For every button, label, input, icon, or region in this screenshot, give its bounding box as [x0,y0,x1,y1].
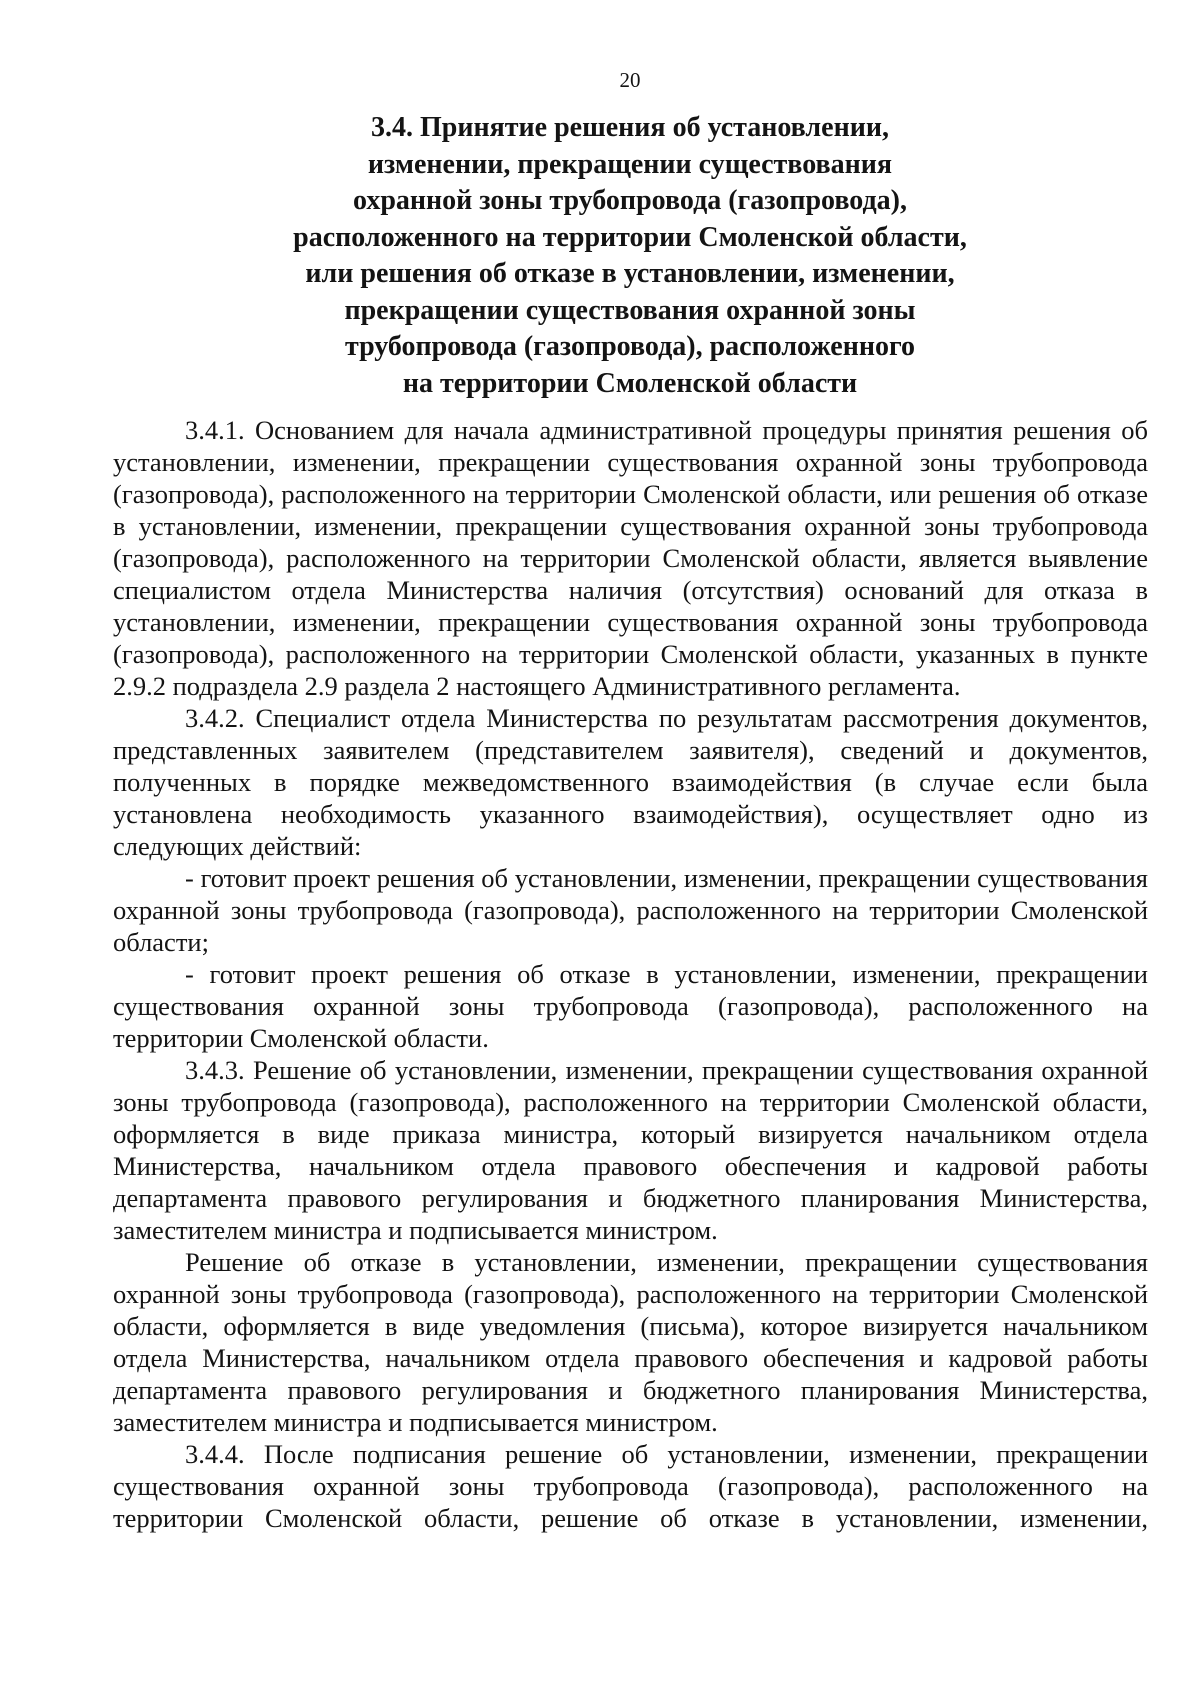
heading-line: прекращении существования охранной зоны [344,294,916,326]
paragraph-3-4-1: 3.4.1. Основанием для начала административной процедуры принятия решения об установлении, изменении, прекращении существования охранной зоны трубопровода (газопровода), расположенного на территории Смоленской области, или решения об отказе в установлении, изменении, прекращении существования охранной зоны трубопровода (газопровода), расположенного на территории Смоленской области, является выявление специалистом отдела Министерства наличия (отсутствия) оснований для отказа в установлении, изменении, прекращении существования охранной зоны трубопровода (газопровода), расположенного на территории Смоленской области, указанных в пункте 2.9.2 подраздела 2.9 раздела 2 настоящего Административного регламента. [113,415,1148,701]
heading-line: трубопровода (газопровода), расположенного [344,331,916,362]
paragraph-3-4-3: 3.4.3. Решение об установлении, изменении, прекращении существования охранной зоны трубопровода (газопровода), расположенного на территории Смоленской области, оформляется в виде приказа министра, который визируется начальником отдела Министерства, начальником отдела правового обеспечения и кадровой работы департамента правового регулирования и бюджетного планирования Министерства, заместителем министра и подписывается министром. [113,1055,1148,1245]
page-number: 20 [619,68,641,92]
section-heading [240,110,1020,402]
heading-line: на территории Смоленской области [402,367,858,399]
heading-line: охранной зоны трубопровода (газопровода), [353,185,907,216]
heading-line: расположенного на территории Смоленской области, [293,221,967,253]
paragraph-3-4-4: 3.4.4. После подписания решение об установлении, изменении, прекращении существования охранной зоны трубопровода (газопровода), расположенного на территории Смоленской области, решение об отказе в установлении, изменении, [113,1439,1148,1533]
heading-line: 3.4. Принятие решения об установлении, [371,112,889,143]
paragraph-3-4-2: 3.4.2. Специалист отдела Министерства по результатам рассмотрения документов, представленных заявителем (представителем заявителя), сведений и документов, полученных в порядке межведомственного взаимодействия (в случае если была установлена необходимость указанного взаимодействия), осуществляет одно из следующих действий: [113,703,1148,861]
paragraph-refusal-notice: Решение об отказе в установлении, изменении, прекращении существования охранной зоны трубопровода (газопровода), расположенного на территории Смоленской области, оформляется в виде уведомления (письма), которое визируется начальником отдела Министерства, начальником отдела правового обеспечения и кадровой работы департамента правового регулирования и бюджетного планирования Министерства, заместителем министра и подписывается министром. [113,1247,1148,1437]
list-item-establish-draft: - готовит проект решения об установлении, изменении, прекращении существования охранной зоны трубопровода (газопровода), расположенного на территории Смоленской области; [113,863,1148,957]
heading-line: изменении, прекращении существования [367,148,893,180]
heading-line: или решения об отказе в установлении, изменении, [305,258,955,289]
list-item-refusal-draft: - готовит проект решения об отказе в установлении, изменении, прекращении существования охранной зоны трубопровода (газопровода), расположенного на территории Смоленской области. [113,959,1148,1053]
body-text [113,414,1148,1534]
